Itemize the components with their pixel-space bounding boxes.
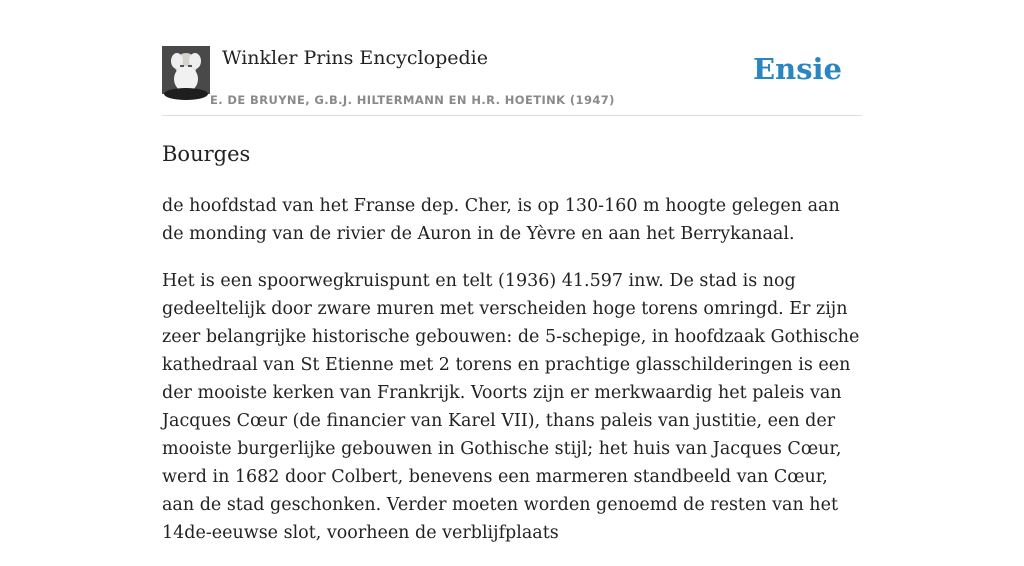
article-title: Bourges — [162, 142, 251, 166]
author-portrait-icon — [162, 46, 210, 94]
author-avatar[interactable] — [162, 46, 210, 94]
publication-title[interactable]: Winkler Prins Encyclopedie — [222, 47, 488, 69]
article-paragraph: de hoofdstad van het Franse dep. Cher, is op 130-160 m hoogte gelegen aan de monding van de rivier de Auron in de Yèvre en aan het Berrykanaal. — [162, 196, 840, 244]
article-body — [162, 192, 862, 566]
article-paragraph: Het is een spoorwegkruispunt en telt (1936) 41.597 inw. De stad is nog gedeeltelijk door zware muren met verscheiden hoge torens omringd. Er zijn zeer belangrijke historische gebouwen: de 5-schepige, in hoofdzaak Gothische kathedraal van St Etienne met 2 torens en prachtige glasschilderingen is een der mooiste kerken van Frankrijk. Voorts zijn er merkwaardig het paleis van Jacques Cœur (de financier van Karel VII), thans paleis van justitie, een der mooiste burgerlijke gebouwen in Gothische stijl; het huis van Jacques Cœur, werd in 1682 door Colbert, benevens een marmeren standbeeld van Cœur, aan de stad geschonken. Verder moeten worden genoemd de resten van het 14de-eeuwse slot, voorheen de verblijfplaats — [162, 271, 860, 543]
publication-header — [162, 46, 862, 116]
publication-authors: E. DE BRUYNE, G.B.J. HILTERMANN EN H.R. HOETINK (1947) — [210, 93, 615, 107]
brand-logo-link[interactable]: Ensie — [753, 52, 842, 86]
